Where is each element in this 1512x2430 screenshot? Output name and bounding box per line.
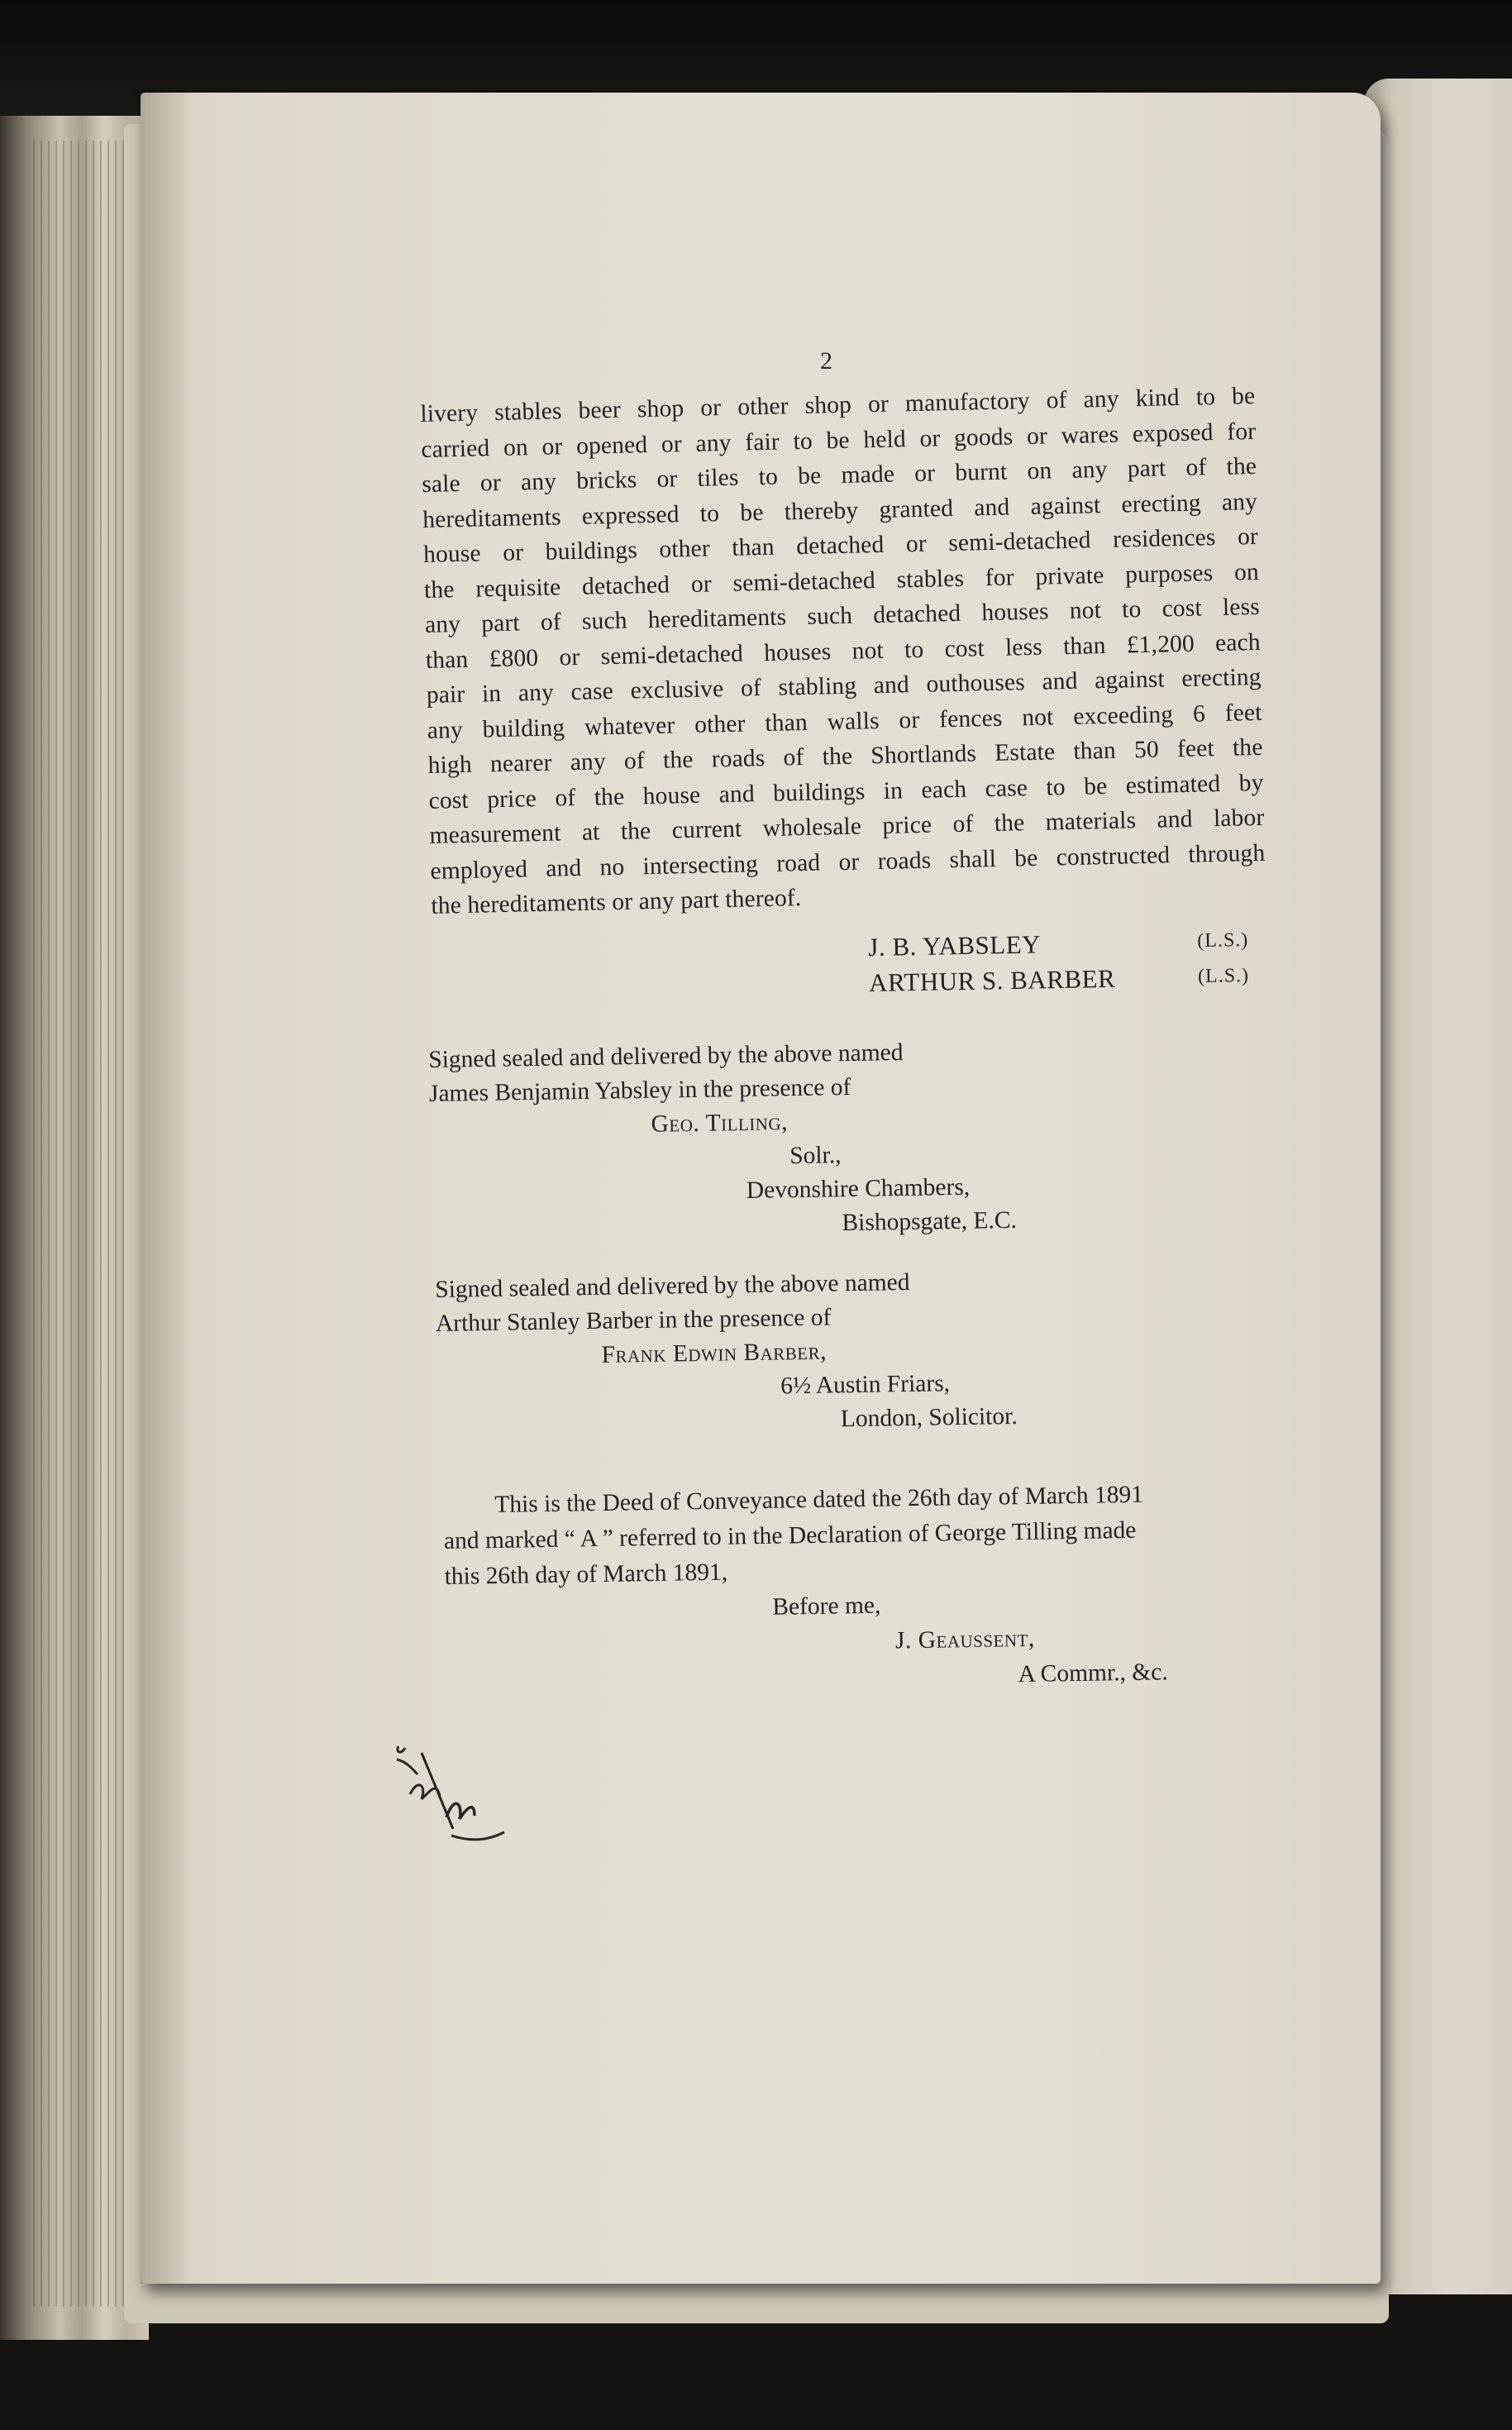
handwritten-initials xyxy=(389,1736,513,1852)
signatory-name: J. B. YABSLEY xyxy=(868,929,1042,962)
witness-block-1 xyxy=(428,1034,1017,1247)
attestation-line: Arthur Stanley Barber in the presence of xyxy=(435,1304,832,1337)
attestation-line: Signed sealed and delivered by the above named xyxy=(435,1268,910,1303)
witness-address: Devonshire Chambers, xyxy=(746,1173,971,1204)
body-line: cost price of the house and buildings in each case to be estimated by xyxy=(428,769,1264,814)
witness-name: Geo. Tilling, xyxy=(651,1109,789,1138)
commissioner-name: J. Geaussent, xyxy=(894,1625,1035,1654)
attestation-line: James Benjamin Yabsley in the presence of xyxy=(428,1073,851,1107)
signatory-name: ARTHUR S. BARBER xyxy=(868,963,1116,997)
body-line: house or buildings other than detached or semi-detached residences or xyxy=(422,523,1259,568)
witness-address: 6½ Austin Friars, xyxy=(780,1370,951,1400)
body-line: the hereditaments or any part thereof. xyxy=(431,885,802,919)
declaration-line: this 26th day of March 1891, xyxy=(444,1559,728,1590)
body-line: hereditaments expressed to be thereby granted and against erecting any xyxy=(422,488,1258,533)
body-line: livery stables beer shop or other shop or manufactory of any kind to be xyxy=(420,382,1256,427)
body-line: any building whatever other than walls or fences not exceeding 6 feet xyxy=(427,699,1262,744)
body-line: than £800 or semi-detached houses not to cost less than £1,200 each xyxy=(425,628,1262,674)
body-line: high nearer any of the roads of the Shortlands Estate than 50 feet the xyxy=(427,733,1263,779)
declaration-line: This is the Deed of Conveyance dated the 26th day of March 1891 xyxy=(494,1481,1144,1519)
signature-row xyxy=(869,958,1250,1000)
declaration-line: and marked “ A ” referred to in the Declaration of George Tilling made xyxy=(443,1516,1137,1554)
body-line: any part of such hereditaments such detached houses not to cost less xyxy=(424,593,1261,638)
deed-body-text xyxy=(420,379,1266,924)
page-inner-shadow xyxy=(141,93,190,2284)
witness-address: London, Solicitor. xyxy=(840,1402,1018,1433)
body-line: measurement at the current wholesale price of the materials and labor xyxy=(429,804,1265,849)
body-line: employed and no intersecting road or roads shall be constructed through xyxy=(430,839,1266,885)
witness-name: Frank Edwin Barber, xyxy=(601,1338,828,1368)
seal-mark: (L.S.) xyxy=(1197,964,1250,988)
seal-mark: (L.S.) xyxy=(1197,929,1249,952)
witness-title: Solr., xyxy=(789,1142,842,1170)
declaration-block xyxy=(443,1477,1168,1702)
signatures-block xyxy=(868,923,1249,1000)
before-me: Before me, xyxy=(772,1592,881,1621)
attestation-line: Signed sealed and delivered by the above named xyxy=(428,1038,904,1073)
body-line: carried on or opened or any fair to be held or goods or wares exposed for xyxy=(421,418,1257,463)
commissioner-office: A Commr., &c. xyxy=(1018,1659,1168,1688)
witness-block-2 xyxy=(435,1264,1018,1443)
body-line: the requisite detached or semi-detached stables for private purposes on xyxy=(423,558,1260,604)
body-line: sale or any bricks or tiles to be made or burnt on any part of the xyxy=(421,452,1257,498)
page-number: 2 xyxy=(820,347,832,375)
witness-address: Bishopsgate, E.C. xyxy=(842,1206,1018,1237)
body-line: pair in any case exclusive of stabling and outhouses and against erecting xyxy=(426,663,1262,709)
